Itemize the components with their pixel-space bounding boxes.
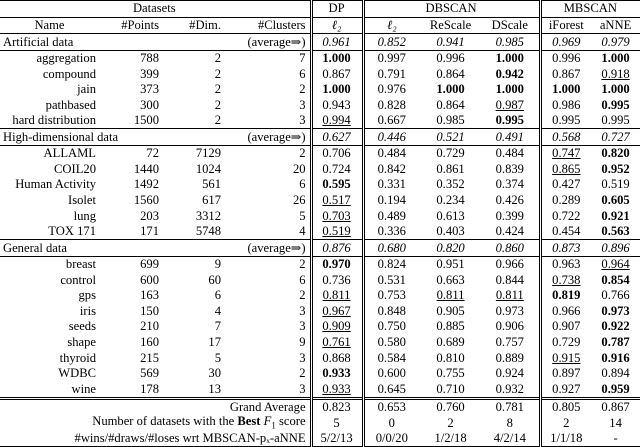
score-cell: 0.970 — [311, 256, 363, 272]
section-average-value: 0.860 — [482, 240, 540, 257]
score-cell: 0.951 — [436, 257, 465, 272]
dataset-dims: 9 — [214, 257, 221, 272]
table-row — [0, 366, 640, 382]
group-datasets-header: Datasets — [0, 1, 311, 18]
score-cell: 0.489 — [377, 208, 406, 223]
summary-label-best: Best — [237, 415, 261, 429]
score-cell: 0.703 — [311, 208, 363, 224]
section-average-value: 0.979 — [592, 34, 640, 51]
dataset-points: 1492 — [133, 177, 159, 192]
score-cell: 0.995 — [601, 113, 630, 128]
section-average-value: 0.820 — [420, 240, 482, 257]
summary-value: 0.781 — [482, 398, 540, 415]
score-cell: 0.336 — [377, 224, 406, 239]
section-average-value: 0.491 — [482, 129, 540, 146]
score-cell: 0.820 — [601, 146, 630, 161]
summary-value: 2 — [563, 415, 570, 430]
dataset-points: 1500 — [133, 113, 159, 128]
dataset-clusters: 3 — [225, 303, 311, 319]
summary-value: 0/0/20 — [363, 431, 420, 447]
summary-label — [0, 415, 311, 431]
dataset-dims: 2 — [214, 66, 221, 81]
section-label: General data — [0, 240, 225, 257]
score-cell: 0.584 — [377, 350, 406, 365]
score-cell: 0.755 — [436, 366, 465, 381]
dataset-name: TOX 171 — [48, 224, 96, 239]
score-cell: 0.966 — [482, 256, 540, 272]
score-cell: 0.894 — [601, 366, 630, 381]
score-cell: 0.828 — [377, 97, 406, 112]
table-row — [0, 193, 640, 209]
score-cell: 0.667 — [377, 113, 406, 128]
score-cell: 0.932 — [482, 381, 540, 398]
section-average-value: 0.627 — [311, 129, 363, 146]
table-row — [0, 303, 640, 319]
score-cell: 1.000 — [482, 50, 540, 66]
score-cell: 0.921 — [601, 208, 630, 223]
dataset-points: 1440 — [133, 161, 159, 176]
score-cell: 0.867 — [552, 66, 581, 81]
table-body — [0, 1, 640, 447]
score-cell: 0.918 — [601, 66, 630, 81]
score-cell: 0.964 — [601, 257, 630, 272]
dataset-dims: 30 — [208, 366, 221, 381]
score-cell: 0.824 — [377, 257, 406, 272]
dataset-clusters: 20 — [225, 161, 311, 177]
dataset-points: 399 — [140, 66, 159, 81]
section-average-value: 0.521 — [420, 129, 482, 146]
score-cell: 1.000 — [601, 82, 630, 97]
score-cell: 0.842 — [377, 161, 406, 176]
score-cell: 0.966 — [552, 303, 581, 318]
score-cell: 0.933 — [311, 366, 363, 382]
section-label: Artificial data — [0, 34, 225, 51]
dataset-clusters: 2 — [225, 145, 311, 161]
summary-value: 5/2/13 — [311, 431, 363, 447]
dataset-dims: 4 — [214, 303, 221, 318]
score-cell: 1.000 — [311, 50, 363, 66]
dataset-points: 569 — [140, 366, 159, 381]
score-cell: 0.289 — [552, 193, 581, 208]
dataset-points: 150 — [140, 303, 159, 318]
dataset-points: 699 — [140, 257, 159, 272]
dataset-name: aggregation — [36, 51, 96, 66]
score-cell: 0.747 — [552, 146, 581, 161]
score-cell: 0.352 — [436, 177, 465, 192]
summary-label-f: F — [260, 415, 272, 429]
table-row — [0, 82, 640, 98]
score-cell: 0.933 — [311, 381, 363, 398]
score-cell: 0.973 — [601, 303, 630, 318]
score-cell: 0.399 — [482, 208, 540, 224]
summary-label-suffix: score — [275, 415, 306, 429]
table-row — [0, 161, 640, 177]
score-cell: 0.663 — [436, 272, 465, 287]
score-cell: 0.426 — [482, 193, 540, 209]
dataset-clusters: 4 — [225, 224, 311, 240]
score-cell: 0.819 — [552, 288, 581, 303]
section-average-value: 0.941 — [420, 34, 482, 51]
section-average-value: 0.680 — [363, 240, 420, 257]
score-cell: 0.563 — [601, 224, 630, 239]
section-average-label: (average⇒) — [225, 34, 311, 51]
section-average-value: 0.568 — [540, 129, 592, 146]
dataset-clusters: 2 — [225, 82, 311, 98]
score-cell: 0.736 — [311, 272, 363, 288]
dataset-name: control — [60, 272, 96, 287]
section-average-value: 0.969 — [540, 34, 592, 51]
score-cell: 0.424 — [482, 224, 540, 240]
summary-label-subscript: 1 — [271, 420, 276, 431]
dataset-points: 373 — [140, 82, 159, 97]
score-cell: 1.000 — [552, 82, 581, 97]
summary-value: 1/2/18 — [420, 431, 482, 447]
table-row — [0, 334, 640, 350]
dataset-points: 600 — [140, 272, 159, 287]
score-cell: 0.519 — [601, 177, 630, 192]
score-cell: 0.924 — [482, 366, 540, 382]
score-cell: 0.484 — [482, 145, 540, 161]
dataset-name: thyroid — [59, 350, 96, 365]
section-average-label: (average⇒) — [225, 129, 311, 146]
score-cell: 1.000 — [482, 82, 540, 98]
score-cell: 0.331 — [377, 177, 406, 192]
section-average-value: 0.896 — [592, 240, 640, 257]
dataset-dims: 561 — [202, 177, 221, 192]
score-cell: 0.854 — [601, 272, 630, 287]
score-cell: 0.706 — [311, 145, 363, 161]
summary-value: 2 — [447, 415, 454, 430]
dataset-name: ALLAML — [43, 146, 96, 161]
column-header-row — [0, 17, 640, 34]
dataset-dims: 60 — [208, 272, 221, 287]
score-cell: 0.454 — [552, 224, 581, 239]
table-row — [0, 288, 640, 304]
score-cell: 0.995 — [482, 113, 540, 129]
score-cell: 0.484 — [377, 146, 406, 161]
dataset-clusters: 6 — [225, 272, 311, 288]
summary-value: 4/2/14 — [482, 431, 540, 447]
dataset-points: 210 — [140, 319, 159, 334]
score-cell: 0.996 — [552, 51, 581, 66]
score-cell: 0.757 — [482, 334, 540, 350]
summary-row — [0, 431, 640, 447]
score-cell: 0.787 — [601, 334, 630, 349]
col-name-header: Name — [0, 17, 100, 34]
summary-label-prefix: Number of datasets with the — [92, 415, 238, 429]
dataset-dims: 1024 — [195, 161, 221, 176]
col-mbscan-iforest-header: iForest — [540, 17, 592, 34]
score-cell: 0.889 — [482, 350, 540, 366]
score-cell: 0.645 — [377, 381, 406, 396]
summary-value: 5 — [311, 415, 363, 431]
dataset-dims: 5 — [214, 350, 221, 365]
score-cell: 0.810 — [436, 350, 465, 365]
section-row — [0, 240, 640, 257]
score-cell: 0.519 — [311, 224, 363, 240]
score-cell: 0.985 — [436, 113, 465, 128]
score-cell: 0.865 — [552, 161, 581, 176]
score-cell: 0.848 — [377, 303, 406, 318]
dataset-clusters: 2 — [225, 256, 311, 272]
score-cell: 0.750 — [377, 319, 406, 334]
table-row — [0, 319, 640, 335]
score-cell: 0.952 — [601, 161, 630, 176]
summary-value: 0.823 — [311, 398, 363, 415]
score-cell: 0.996 — [436, 51, 465, 66]
score-cell: 0.907 — [552, 319, 581, 334]
table-row — [0, 381, 640, 398]
col-dims-header: #Dim. — [163, 17, 225, 34]
table-row — [0, 256, 640, 272]
summary-value: 0.867 — [592, 398, 640, 415]
summary-value: 0 — [388, 415, 395, 430]
score-cell: 0.864 — [436, 97, 465, 112]
dataset-name: gps — [78, 288, 96, 303]
dataset-dims: 5748 — [195, 224, 221, 239]
score-cell: 0.710 — [436, 381, 465, 396]
score-cell: 0.531 — [377, 272, 406, 287]
col-dbscan-dscale-header: DScale — [482, 17, 540, 34]
col-dbscan-rescale-header: ReScale — [420, 17, 482, 34]
dataset-points: 163 — [140, 288, 159, 303]
score-cell: 0.927 — [552, 381, 581, 396]
score-cell: 0.995 — [601, 97, 630, 112]
dataset-dims: 3312 — [195, 208, 221, 223]
col-points-header: #Points — [100, 17, 163, 34]
score-cell: 0.922 — [601, 319, 630, 334]
table-row — [0, 350, 640, 366]
score-cell: 0.885 — [436, 319, 465, 334]
score-cell: 0.605 — [601, 193, 630, 208]
score-cell: 0.580 — [377, 334, 406, 349]
table-row — [0, 177, 640, 193]
dataset-name: iris — [79, 303, 96, 318]
group-header-row — [0, 1, 640, 18]
dataset-dims: 2 — [214, 113, 221, 128]
score-cell: 0.963 — [552, 257, 581, 272]
dataset-points: 72 — [146, 146, 159, 161]
group-dp-header: DP — [311, 1, 363, 18]
dataset-name: shape — [67, 334, 96, 349]
score-cell: 0.724 — [311, 161, 363, 177]
score-cell: 0.986 — [552, 97, 581, 112]
section-average-label: (average⇒) — [225, 240, 311, 257]
table-row — [0, 113, 640, 129]
section-average-value: 0.876 — [311, 240, 363, 257]
group-dbscan-header: DBSCAN — [363, 1, 540, 18]
dataset-clusters: 5 — [225, 208, 311, 224]
dataset-clusters: 6 — [225, 177, 311, 193]
score-cell: 0.844 — [482, 272, 540, 288]
section-average-value: 0.873 — [540, 240, 592, 257]
score-cell: 0.613 — [436, 208, 465, 223]
dataset-clusters: 3 — [225, 113, 311, 129]
score-cell: 0.811 — [436, 288, 465, 303]
summary-value: 0.805 — [540, 398, 592, 415]
summary-value: 8 — [482, 415, 540, 431]
section-average-value: 0.852 — [363, 34, 420, 51]
score-cell: 0.811 — [311, 288, 363, 304]
score-cell: 0.987 — [482, 97, 540, 113]
dataset-name: COIL20 — [54, 161, 96, 176]
summary-value: - — [592, 431, 640, 447]
dataset-clusters: 2 — [225, 366, 311, 382]
score-cell: 0.374 — [482, 177, 540, 193]
score-cell: 0.868 — [311, 350, 363, 366]
summary-row — [0, 415, 640, 431]
dataset-dims: 617 — [202, 193, 221, 208]
dataset-clusters: 7 — [225, 50, 311, 66]
section-average-value: 0.446 — [363, 129, 420, 146]
dataset-points: 788 — [140, 51, 159, 66]
dataset-name: lung — [73, 208, 96, 223]
summary-value: 0.760 — [420, 398, 482, 415]
dataset-clusters: 26 — [225, 193, 311, 209]
score-cell: 0.916 — [601, 350, 630, 365]
section-average-value: 0.727 — [592, 129, 640, 146]
dataset-dims: 13 — [208, 381, 221, 396]
dataset-name: Isolet — [68, 193, 96, 208]
score-cell: 1.000 — [601, 51, 630, 66]
score-cell: 0.729 — [552, 334, 581, 349]
dataset-clusters: 6 — [225, 66, 311, 82]
section-row — [0, 34, 640, 51]
table-row — [0, 272, 640, 288]
score-cell: 0.689 — [436, 334, 465, 349]
table-row — [0, 145, 640, 161]
score-cell: 0.738 — [552, 272, 581, 287]
dataset-dims: 7 — [214, 319, 221, 334]
score-cell: 0.867 — [311, 66, 363, 82]
dataset-dims: 2 — [214, 97, 221, 112]
score-cell: 0.976 — [377, 82, 406, 97]
score-cell: 0.753 — [377, 288, 406, 303]
dataset-clusters: 9 — [225, 334, 311, 350]
score-cell: 0.427 — [552, 177, 581, 192]
score-cell: 0.761 — [311, 334, 363, 350]
summary-value: 14 — [609, 415, 622, 430]
score-cell: 0.839 — [482, 161, 540, 177]
score-cell: 0.234 — [436, 193, 465, 208]
score-cell: 0.906 — [482, 319, 540, 335]
dataset-name: hard distribution — [12, 113, 96, 128]
dataset-points: 160 — [140, 334, 159, 349]
dataset-dims: 6 — [214, 288, 221, 303]
score-cell: 0.595 — [311, 177, 363, 193]
dataset-clusters: 2 — [225, 288, 311, 304]
table-row — [0, 50, 640, 66]
section-label: High-dimensional data — [0, 129, 225, 146]
score-cell: 0.897 — [552, 366, 581, 381]
summary-label: Grand Average — [0, 398, 311, 415]
col-clusters-header: #Clusters — [225, 17, 311, 34]
score-cell: 0.722 — [552, 208, 581, 223]
dataset-clusters: 3 — [225, 97, 311, 113]
score-cell: 0.943 — [311, 97, 363, 113]
table-row — [0, 208, 640, 224]
col-dp-l2-header: ℓ₂ — [311, 17, 363, 34]
score-cell: 0.729 — [436, 146, 465, 161]
score-cell: 0.864 — [436, 66, 465, 81]
dataset-dims: 17 — [208, 334, 221, 349]
dataset-name: jain — [77, 82, 96, 97]
group-mbscan-header: MBSCAN — [540, 1, 640, 18]
dataset-name: WDBC — [58, 366, 96, 381]
score-cell: 0.811 — [482, 288, 540, 304]
dataset-points: 203 — [140, 208, 159, 223]
score-cell: 0.600 — [377, 366, 406, 381]
dataset-points: 215 — [140, 350, 159, 365]
summary-value: 0.653 — [363, 398, 420, 415]
dataset-clusters: 3 — [225, 319, 311, 335]
score-cell: 0.973 — [482, 303, 540, 319]
dataset-points: 178 — [140, 381, 159, 396]
dataset-dims: 2 — [214, 82, 221, 97]
dataset-name: compound — [42, 66, 96, 81]
score-cell: 0.997 — [377, 51, 406, 66]
score-cell: 0.766 — [601, 288, 630, 303]
col-mbscan-anne-header: aNNE — [592, 17, 640, 34]
score-cell: 1.000 — [436, 82, 465, 97]
score-cell: 0.909 — [311, 319, 363, 335]
dataset-points: 171 — [140, 224, 159, 239]
dataset-name: wine — [71, 381, 96, 396]
dataset-name: breast — [65, 257, 96, 272]
score-cell: 0.194 — [377, 193, 406, 208]
section-row — [0, 129, 640, 146]
section-average-value: 0.961 — [311, 34, 363, 51]
score-cell: 0.905 — [436, 303, 465, 318]
table-row — [0, 66, 640, 82]
score-cell: 0.942 — [482, 66, 540, 82]
score-cell: 0.791 — [377, 66, 406, 81]
dataset-dims: 2 — [214, 51, 221, 66]
dataset-clusters: 3 — [225, 381, 311, 398]
summary-value: 1/1/18 — [540, 431, 592, 447]
dataset-name: pathbased — [45, 97, 96, 112]
score-cell: 0.915 — [552, 350, 581, 365]
section-average-value: 0.985 — [482, 34, 540, 51]
score-cell: 1.000 — [311, 82, 363, 98]
dataset-name: seeds — [68, 319, 96, 334]
col-dbscan-l2-header: ℓ₂ — [363, 17, 420, 34]
score-cell: 0.517 — [311, 193, 363, 209]
dataset-points: 300 — [140, 97, 159, 112]
score-cell: 0.994 — [311, 113, 363, 129]
table-row — [0, 224, 640, 240]
dataset-clusters: 3 — [225, 350, 311, 366]
dataset-name: Human Activity — [15, 177, 96, 192]
table-row — [0, 97, 640, 113]
score-cell: 0.403 — [436, 224, 465, 239]
summary-row — [0, 398, 640, 415]
score-cell: 0.967 — [311, 303, 363, 319]
dataset-dims: 7129 — [195, 146, 221, 161]
score-cell: 0.995 — [552, 113, 581, 128]
score-cell: 0.861 — [436, 161, 465, 176]
dataset-points: 1560 — [133, 193, 159, 208]
score-cell: 0.959 — [601, 381, 630, 396]
summary-label: #wins/#draws/#loses wrt MBSCAN-pₓ-aNNE — [0, 431, 311, 447]
